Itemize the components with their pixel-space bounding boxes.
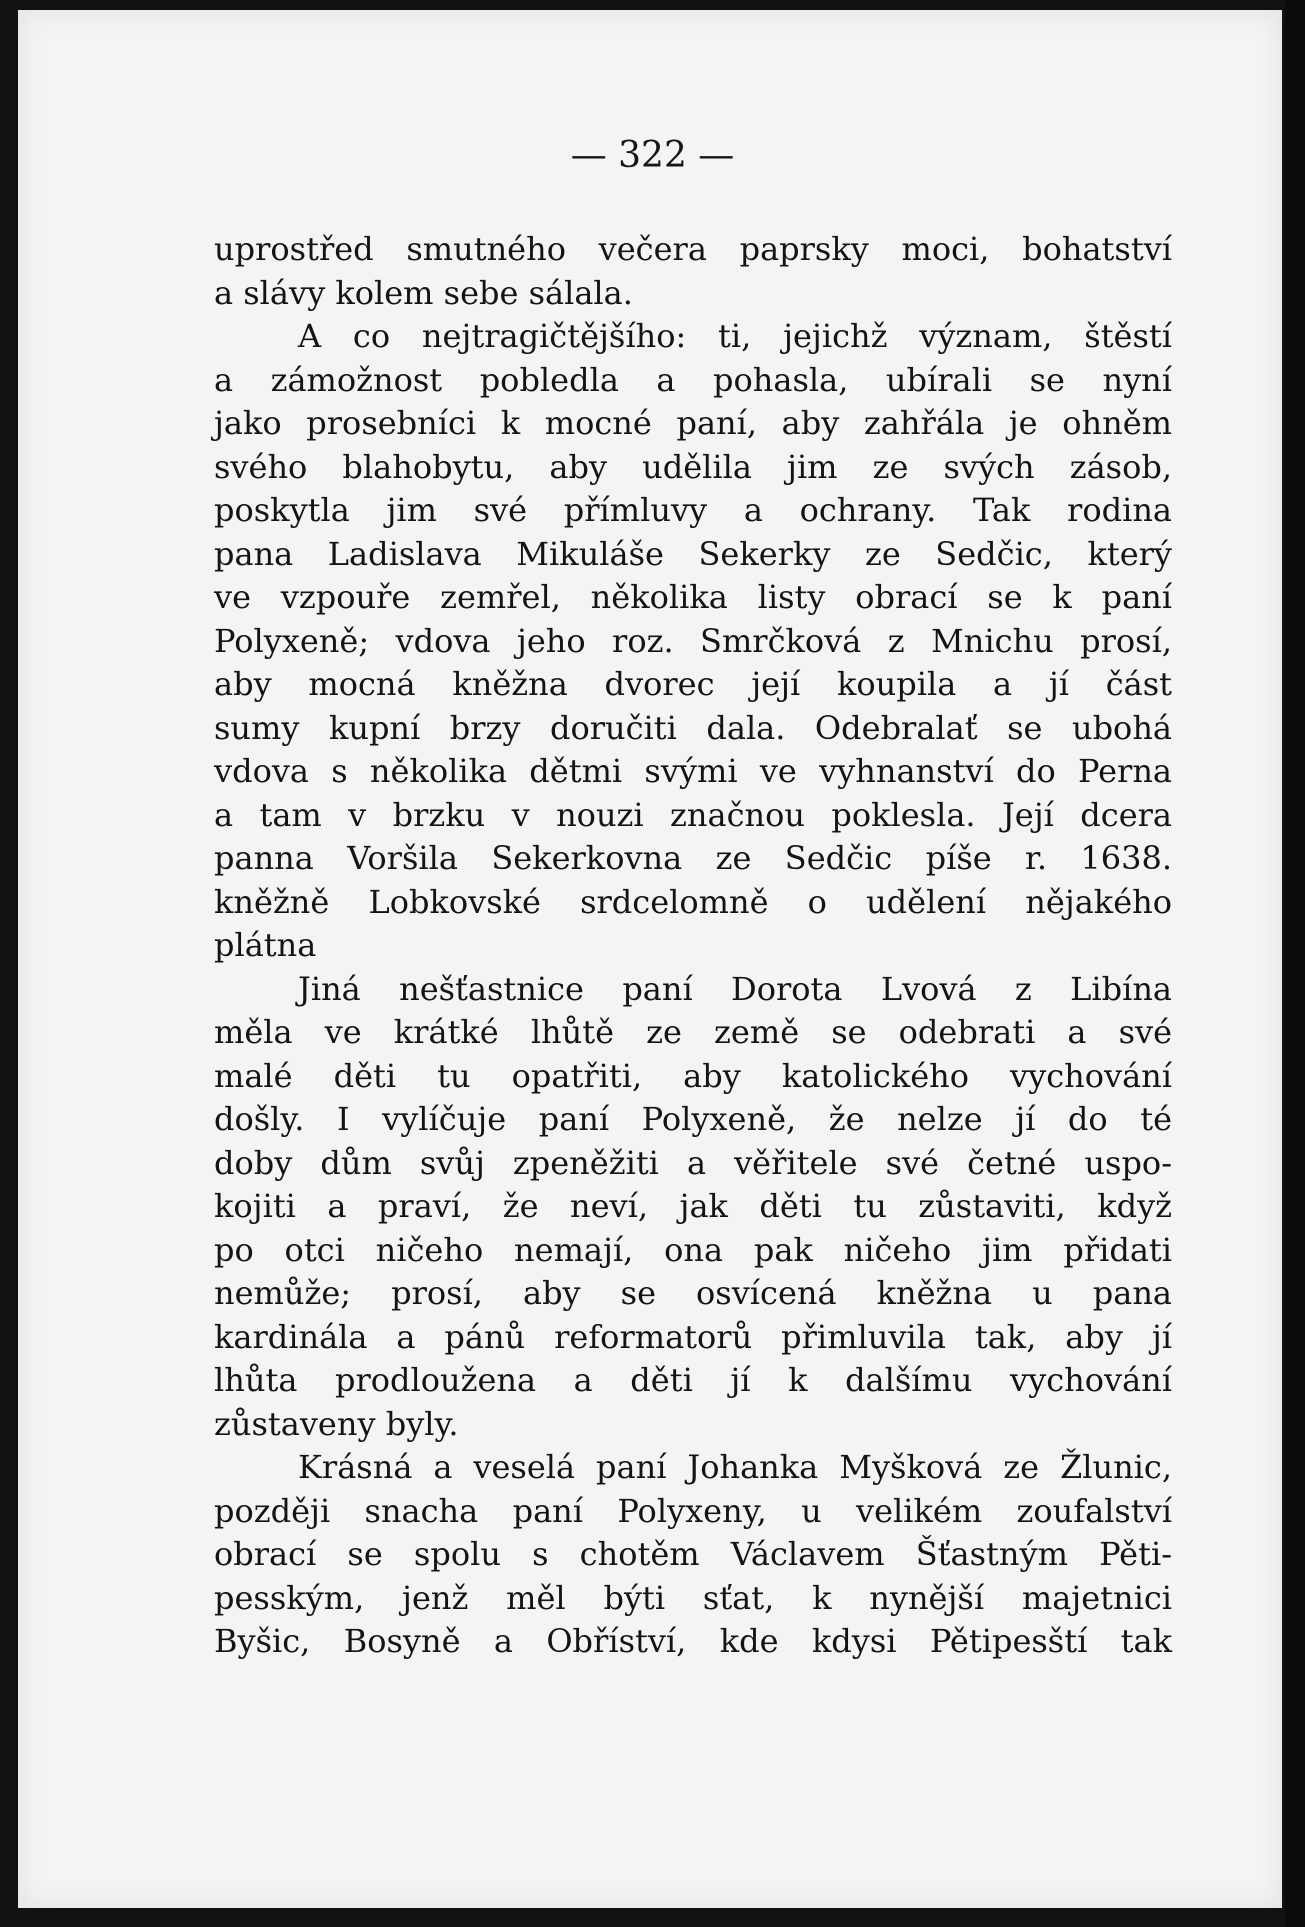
text-line: doby dům svůj zpeněžiti a věřitele své četné uspo- bbox=[214, 1143, 1172, 1182]
text-line: pesským, jenž měl býti sťat, k nynější majetnici bbox=[214, 1578, 1172, 1617]
text-line: kojiti a praví, že neví, jak děti tu zůstaviti, když bbox=[214, 1187, 1172, 1225]
text-line: po otci ničeho nemají, ona pak ničeho jim přidati bbox=[214, 1230, 1172, 1269]
text-line: Byšic, Bosyně a Obříství, kde kdysi Pětipesští tak bbox=[214, 1622, 1172, 1660]
text-line: sumy kupní brzy doručiti dala. Odebralať se ubohá bbox=[214, 708, 1172, 747]
text-line: panna Voršila Sekerkovna ze Sedčic píše r. 1638. bbox=[214, 839, 1172, 877]
text-line: lhůta prodloužena a děti jí k dalšímu vychování bbox=[214, 1361, 1172, 1399]
text-line: Polyxeně; vdova jeho roz. Smrčková z Mnichu prosí, bbox=[214, 621, 1172, 660]
text-line: a tam v brzku v nouzi značnou poklesla. Její dcera bbox=[214, 795, 1172, 834]
text-line: aby mocná kněžna dvorec její koupila a jí část bbox=[214, 665, 1172, 703]
text-line: A co nejtragičtějšího: ti, jejichž význam, štěstí bbox=[298, 317, 1172, 355]
text-line: později snacha paní Polyxeny, u velikém zoufalství bbox=[214, 1491, 1172, 1530]
text-line: nemůže; prosí, aby se osvícená kněžna u pana bbox=[214, 1274, 1172, 1312]
text-line: poskytla jim své přímluvy a ochrany. Tak rodina bbox=[214, 491, 1172, 529]
text-line: obrací se spolu s chotěm Václavem Šťastným Pěti- bbox=[214, 1535, 1172, 1573]
text-line: a zámožnost pobledla a pohasla, ubírali se nyní bbox=[214, 360, 1172, 399]
text-line: vdova s několika dětmi svými ve vyhnanství do Perna bbox=[214, 752, 1172, 790]
text-line: Krásná a veselá paní Johanka Myšková ze Žlunic, bbox=[298, 1448, 1172, 1486]
text-line: ve vzpouře zemřel, několika listy obrací se k paní bbox=[214, 578, 1172, 616]
text-line: kardinála a pánů reformatorů přimluvila tak, aby jí bbox=[214, 1317, 1172, 1356]
page-number: — 322 — bbox=[570, 135, 735, 176]
text-line: měla ve krátké lhůtě ze země se odebrati a své bbox=[214, 1013, 1172, 1051]
text-line: plátna bbox=[214, 926, 317, 964]
text-line: malé děti tu opatřiti, aby katolického vychování bbox=[214, 1056, 1172, 1095]
text-line: došly. I vylíčuje paní Polyxeně, že nelze jí do té bbox=[214, 1100, 1172, 1138]
text-line: Jiná nešťastnice paní Dorota Lvová z Libína bbox=[298, 969, 1172, 1008]
text-line: svého blahobytu, aby udělila jim ze svých zásob, bbox=[214, 447, 1172, 486]
text-line: kněžně Lobkovské srdcelomně o udělení nějakého bbox=[214, 882, 1172, 921]
text-line: uprostřed smutného večera paprsky moci, bohatství bbox=[214, 230, 1172, 268]
text-line: zůstaveny byly. bbox=[214, 1404, 459, 1443]
scan-edge bbox=[1285, 0, 1305, 1927]
text-line: pana Ladislava Mikuláše Sekerky ze Sedčic, který bbox=[214, 534, 1172, 573]
text-line: jako prosebníci k mocné paní, aby zahřála je ohněm bbox=[214, 404, 1172, 442]
body-text bbox=[214, 228, 1172, 1664]
text-line: a slávy kolem sebe sálala. bbox=[214, 273, 633, 312]
